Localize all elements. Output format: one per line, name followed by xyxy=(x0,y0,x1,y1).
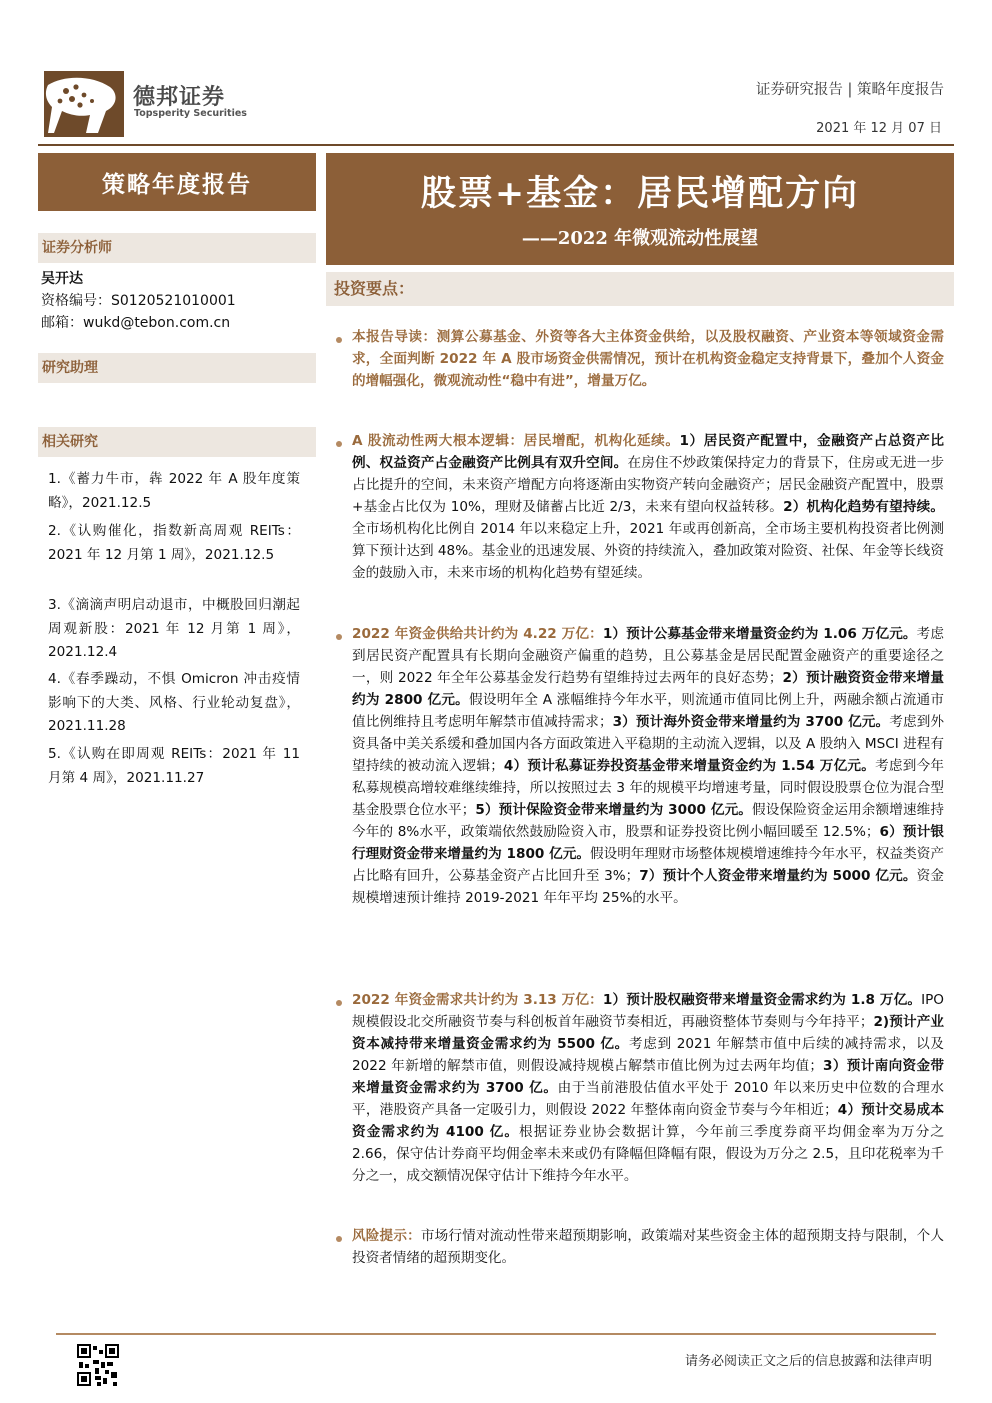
text-run: 假设保险资金运用余额增速维持今年的 8%水平，政策端依然鼓励险资入市，股票和证券投资比例小幅回暖至 12.5%； xyxy=(352,802,944,840)
key-point-demand xyxy=(352,989,944,1187)
text-run: 2）机构化趋势有望持续。 xyxy=(783,499,944,515)
legal-disclaimer: 请务必阅读正文之后的信息披露和法律声明 xyxy=(684,1354,932,1369)
text-run: IPO 规模假设北交所融资节奏与科创板首年融资节奏相近，再融资整体节奏则与今年持平； xyxy=(352,992,944,1030)
related-item[interactable]: 4.《春季躁动，不惧 Omicron 冲击疫情影响下的大类、风格、行业轮动复盘》，2021.11.28 xyxy=(48,671,300,734)
text-run: 2)预计产业资本减持带来增量资金需求约为 5500 亿。 xyxy=(352,1014,945,1052)
text-run: 资金规模增速预计维持 2019-2021 年年平均 25%的水平。 xyxy=(352,868,945,906)
analyst-email: 邮箱：wukd@tebon.com.cn xyxy=(41,315,231,331)
text-run: 在房住不炒政策保持定力的背景下，住房或无进一步占比提升的空间，未来资产增配方向将逐渐由实物资产转向金融资产；居民金融资产配置中，股票+基金占比仅为 10%，理财及储蓄占比近 2/3，未来有望向权益转移。 xyxy=(352,455,945,515)
related-item[interactable]: 2.《认购催化，指数新高周观 REITs：2021 年 12 月第 1 周》，2021.12.5 xyxy=(48,523,300,563)
text-run: 考虑到居民资产配置具有长期向金融资产偏重的趋势，且公募基金是居民配置金融资产的重要途径之一，则 2022 年全年公募基金发行趋势有望维持过去两年的良好态势； xyxy=(352,626,945,686)
related-item[interactable]: 3.《滴滴声明启动退市，中概股回归潮起周观新股：2021 年 12 月第 1 周》，2021.12.4 xyxy=(48,597,300,660)
analyst-cert: 资格编号：S0120521010001 xyxy=(41,293,236,309)
bullet-icon xyxy=(336,337,342,343)
report-title: 股票+基金：居民增配方向 xyxy=(420,173,860,214)
qr-code-icon xyxy=(77,1344,119,1386)
key-point-supply xyxy=(352,623,944,909)
brand-name-en: Topsperity Securities xyxy=(134,108,247,119)
header-divider xyxy=(38,144,954,146)
text-run: 2022 年资金供给共计约为 4.22 万亿： xyxy=(352,626,603,642)
text-run: 风险提示： xyxy=(352,1228,421,1244)
text-run: 考虑到外资具备中美关系缓和叠加国内各方面政策进入平稳期的主动流入逻辑，以及 A 股纳入 MSCI 进程有望持续的被动流入逻辑； xyxy=(352,714,945,774)
text-run: 1）预计股权融资带来增量资金需求约为 1.8 万亿。 xyxy=(602,992,922,1008)
text-run: 1）预计公募基金带来增量资金约为 1.06 万亿元。 xyxy=(602,626,917,642)
text-run: 5）预计保险资金带来增量约为 3000 亿元。 xyxy=(475,802,753,818)
report-subtitle: ——2022 年微观流动性展望 xyxy=(521,228,759,249)
related-item[interactable]: 5.《认购在即周观 REITs：2021 年 11 月第 4 周》，2021.11.27 xyxy=(48,746,300,786)
text-run: 由于当前港股估值水平处于 2010 年以来历史中位数的合理水平，港股资产具备一定吸引力，则假设 2022 年整体南向资金节奏与今年相近； xyxy=(352,1080,944,1118)
text-run: 本报告导读：测算公募基金、外资等各大主体资金供给，以及股权融资、产业资本等领域资金需求，全面判断 2022 年 A 股市场资金供需情况，预计在机构资金稳定支持背景下，叠加个人资金的增幅强化，微观流动性“稳中有进”，增量万亿。 xyxy=(352,329,944,389)
text-run: 考虑到 2021 年解禁市值中后续的减持需求，以及 2022 年新增的解禁市值，则假设减持规模占解禁市值比例为过去两年均值； xyxy=(352,1036,944,1074)
bullet-icon xyxy=(336,1000,342,1006)
text-run: 2）预计融资资金带来增量约为 2800 亿元。 xyxy=(352,670,944,708)
related-research-label: 相关研究 xyxy=(38,427,316,457)
text-run: 假设明年理财市场整体规模增速维持今年水平，权益类资产占比略有回升，公募基金资产占比回升至 3%； xyxy=(352,846,944,884)
text-run: 6）预计银行理财资金带来增量约为 1800 亿元。 xyxy=(352,824,944,862)
report-date: 2021 年 12 月 07 日 xyxy=(816,121,942,136)
key-point-intro xyxy=(352,326,944,392)
text-run: 3）预计海外资金带来增量约为 3700 亿元。 xyxy=(612,714,890,730)
text-run: 2022 年资金需求共计约为 3.13 万亿： xyxy=(352,992,603,1008)
text-run: 3）预计南向资金带来增量资金需求约为 3700 亿。 xyxy=(352,1058,944,1096)
bullet-icon xyxy=(336,634,342,640)
analyst-section-label: 证券分析师 xyxy=(38,233,316,263)
related-item[interactable]: 1.《蓄力牛市，犇 2022 年 A 股年度策略》，2021.12.5 xyxy=(48,471,300,511)
text-run: 7）预计个人资金带来增量约为 5000 亿元。 xyxy=(639,868,917,884)
text-run: A 股流动性两大根本逻辑：居民增配，机构化延续。 xyxy=(352,433,680,449)
bullet-icon xyxy=(336,441,342,447)
brand-name-cn: 德邦证券 xyxy=(133,85,226,110)
analyst-name: 吴开达 xyxy=(41,271,83,287)
text-run: 根据证券业协会数据计算，今年前三季度券商平均佣金率为万分之 2.66，保守估计券商平均佣金率未来或仍有降幅但降幅有限，假设为万分之 2.5，且印花税率为千分之一，成交额情况保守估计下维持今年水平。 xyxy=(352,1124,944,1184)
key-point-logic xyxy=(352,430,944,584)
report-category-banner: 策略年度报告 xyxy=(38,153,316,211)
footer-divider xyxy=(56,1333,936,1335)
text-run: 4）预计交易成本资金需求约为 4100 亿。 xyxy=(352,1102,944,1140)
assistant-section-label: 研究助理 xyxy=(38,353,316,383)
text-run: 1）居民资产配置中，金融资产占总资产比例、权益资产占金融资产比例具有双升空间。 xyxy=(352,433,944,471)
text-run: 4）预计私募证券投资基金带来增量资金约为 1.54 万亿元。 xyxy=(503,758,876,774)
text-run: 假设明年全 A 涨幅维持今年水平，则流通市值同比例上升，两融余额占流通市值比例维持且考虑明年解禁市值减持需求； xyxy=(352,692,944,730)
brand-logo xyxy=(44,71,124,137)
key-point-risk xyxy=(352,1225,944,1269)
text-run: 市场行情对流动性带来超预期影响，政策端对某些资金主体的超预期支持与限制，个人投资者情绪的超预期变化。 xyxy=(352,1228,944,1266)
text-run: 考虑到今年私募规模高增较难继续维持，所以按照过去 3 年的规模平均增速考量，同时假设股票仓位为混合型基金股票仓位水平； xyxy=(352,758,944,818)
report-type: 证券研究报告 | 策略年度报告 xyxy=(755,82,944,98)
bullet-icon xyxy=(336,1236,342,1242)
text-run: 全市场机构化比例自 2014 年以来稳定上升，2021 年或再创新高，全市场主要机构投资者比例测算下预计达到 48%。基金业的迅速发展、外资的持续流入，叠加政策对险资、社保、年金等长线资金的鼓励入市，未来市场的机构化趋势有望延续。 xyxy=(352,521,944,581)
key-points-label: 投资要点： xyxy=(326,272,954,306)
